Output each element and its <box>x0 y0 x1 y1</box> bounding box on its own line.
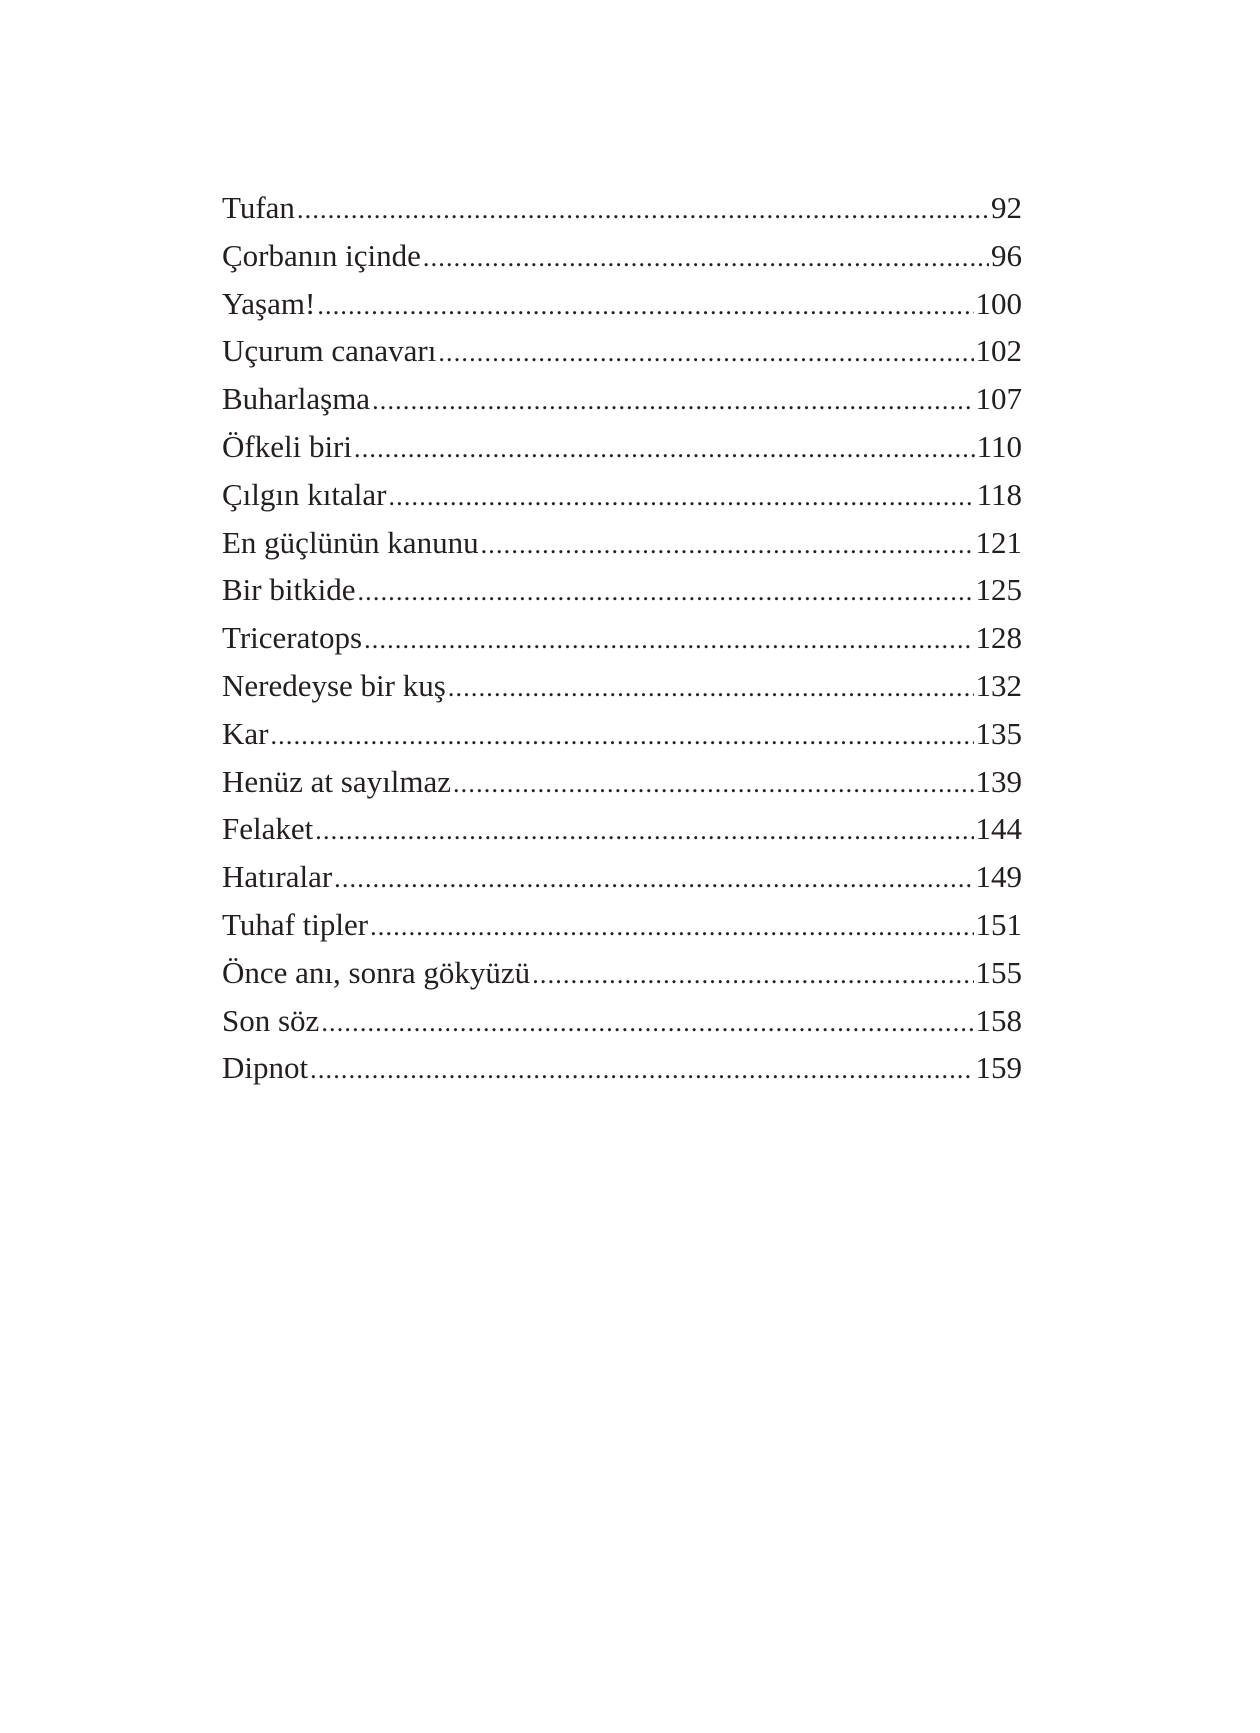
toc-entry <box>222 710 1022 758</box>
toc-entry <box>222 662 1022 710</box>
toc-entry-page: 100 <box>975 285 1022 321</box>
toc-entry-page: 121 <box>975 524 1022 560</box>
toc-dot-leader <box>364 616 973 662</box>
toc-entry-page: 92 <box>991 190 1022 225</box>
toc-dot-leader <box>372 377 973 423</box>
toc-entry-page: 118 <box>976 476 1022 512</box>
toc-entry-title: Uçurum canavarı <box>222 333 437 369</box>
toc-entry <box>222 949 1022 997</box>
toc-entry-page: 135 <box>975 715 1022 751</box>
toc-entry-title: Triceratops <box>222 620 363 656</box>
toc-entry <box>222 805 1022 853</box>
toc-dot-leader <box>334 855 973 901</box>
toc-entry <box>222 853 1022 901</box>
toc-entry-title: Felaket <box>222 811 314 847</box>
toc-entry-title: Hatıralar <box>222 859 333 895</box>
toc-entry-title: En güçlünün kanunu <box>222 524 479 560</box>
toc-dot-leader <box>370 903 973 949</box>
toc-entry-title: Bir bitkide <box>222 572 356 608</box>
toc-entry-title: Tuhaf tipler <box>222 906 369 942</box>
toc-entry-title: Henüz at sayılmaz <box>222 763 451 799</box>
toc-entry <box>222 1044 1022 1092</box>
toc-entry-title: Önce anı, sonra gökyüzü <box>222 954 531 990</box>
toc-entry <box>222 519 1022 567</box>
toc-dot-leader <box>310 1046 973 1092</box>
toc-dot-leader <box>321 999 973 1045</box>
toc-dot-leader <box>297 186 989 232</box>
toc-entry-page: 158 <box>975 1002 1022 1038</box>
toc-entry-title: Öfkeli biri <box>222 428 352 464</box>
toc-dot-leader <box>532 951 973 997</box>
toc-entry <box>222 997 1022 1045</box>
toc-entry <box>222 566 1022 614</box>
toc-entry <box>222 758 1022 806</box>
toc-dot-leader <box>438 329 973 375</box>
toc-dot-leader <box>481 521 974 567</box>
toc-entry <box>222 375 1022 423</box>
toc-entry-page: 107 <box>975 381 1022 417</box>
toc-entry-page: 159 <box>975 1050 1022 1086</box>
toc-entry-page: 125 <box>975 572 1022 608</box>
toc-entry-title: Son söz <box>222 1002 320 1038</box>
toc-entry-title: Kar <box>222 715 269 751</box>
toc-entry-page: 144 <box>975 811 1022 847</box>
toc-dot-leader <box>453 760 974 806</box>
toc-entry-page: 151 <box>975 906 1022 942</box>
toc-dot-leader <box>315 807 973 853</box>
toc-entry-title: Yaşam! <box>222 285 316 321</box>
toc-dot-leader <box>354 425 975 471</box>
toc-entry-title: Çılgın kıtalar <box>222 476 387 512</box>
toc-entry-title: Neredeyse bir kuş <box>222 667 446 703</box>
toc-dot-leader <box>448 664 974 710</box>
toc-entry-page: 155 <box>975 954 1022 990</box>
toc-entry <box>222 614 1022 662</box>
toc-entry <box>222 423 1022 471</box>
toc-entry <box>222 471 1022 519</box>
table-of-contents <box>222 184 1022 1092</box>
toc-entry-page: 139 <box>975 763 1022 799</box>
toc-dot-leader <box>423 234 989 280</box>
toc-entry-title: Tufan <box>222 190 295 225</box>
toc-entry-page: 110 <box>976 428 1022 464</box>
toc-dot-leader <box>270 712 973 758</box>
toc-entry <box>222 184 1022 232</box>
toc-entry-page: 132 <box>975 667 1022 703</box>
toc-entry-page: 149 <box>975 859 1022 895</box>
toc-entry-page: 128 <box>975 620 1022 656</box>
toc-entry <box>222 327 1022 375</box>
toc-dot-leader <box>317 282 973 328</box>
toc-entry-page: 96 <box>991 237 1022 273</box>
toc-dot-leader <box>388 473 974 519</box>
toc-entry <box>222 232 1022 280</box>
toc-entry <box>222 280 1022 328</box>
toc-entry-title: Çorbanın içinde <box>222 237 421 273</box>
toc-entry-page: 102 <box>975 333 1022 369</box>
toc-entry <box>222 901 1022 949</box>
toc-dot-leader <box>357 568 973 614</box>
toc-entry-title: Dipnot <box>222 1050 309 1086</box>
toc-entry-title: Buharlaşma <box>222 381 371 417</box>
